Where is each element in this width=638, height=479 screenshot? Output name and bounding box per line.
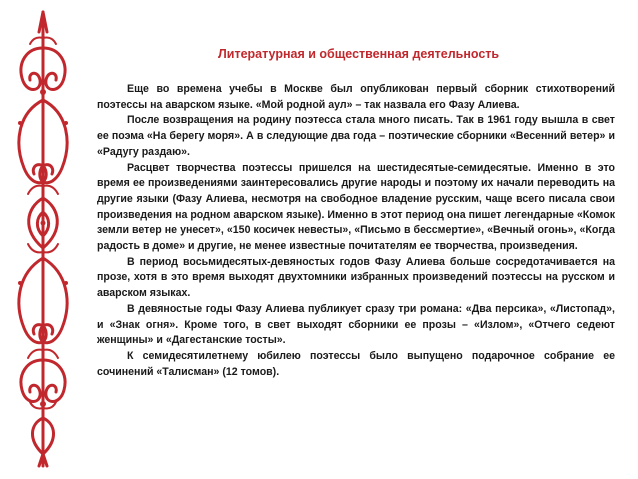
paragraph: В девяностые годы Фазу Алиева публикует сразу три романа: «Два персика», «Листопад», и «Знак огня». Кроме того, в свет выходят сборники ее прозы – «Излом», «Отчего седеют женщины» и «Дагестанские тосты». (97, 302, 615, 347)
paragraph: Расцвет творчества поэтессы пришелся на шестидесятые-семидесятые. Именно в это время ее произведениями заинтересовались другие народы и поэтому их начали переводить на другие языки (Фазу Алиева, несмотря на свободное владение русским, чаще всего писала свои произведения на родном аварском языке). Именно в этот период она пишет легендарные «Комок земли ветер не унесет», «150 косичек невесты», «Письмо в бессмертие», «Вечный огонь», «Когда радость в доме» и другие, не менее известные почитателям ее творчества, произведения. (97, 161, 615, 253)
slide-body (97, 82, 615, 380)
paragraph: В период восьмидесятых-девяностых годов Фазу Алиева больше сосредотачивается на прозе, хотя в это время выходят двухтомники избранных произведений поэтессы на русском и аварском языках. (97, 255, 615, 300)
paragraph: К семидесятилетнему юбилею поэтессы было выпущено подарочное собрание ее сочинений «Талисман» (12 томов). (97, 349, 615, 378)
folk-ornament-border-icon (8, 8, 78, 470)
slide-title: Литературная и общественная деятельность (218, 47, 500, 61)
paragraph: Еще во времена учебы в Москве был опубликован первый сборник стихотворений поэтессы на аварском языке. «Мой родной аул» – так назвала его Фазу Алиева. (97, 83, 615, 111)
paragraph: После возвращения на родину поэтесса стала много писать. Так в 1961 году вышла в свет ее поэма «На берегу моря». А в следующие два года – поэтические сборники «Весенний ветер» и «Радугу раздаю». (97, 114, 615, 158)
